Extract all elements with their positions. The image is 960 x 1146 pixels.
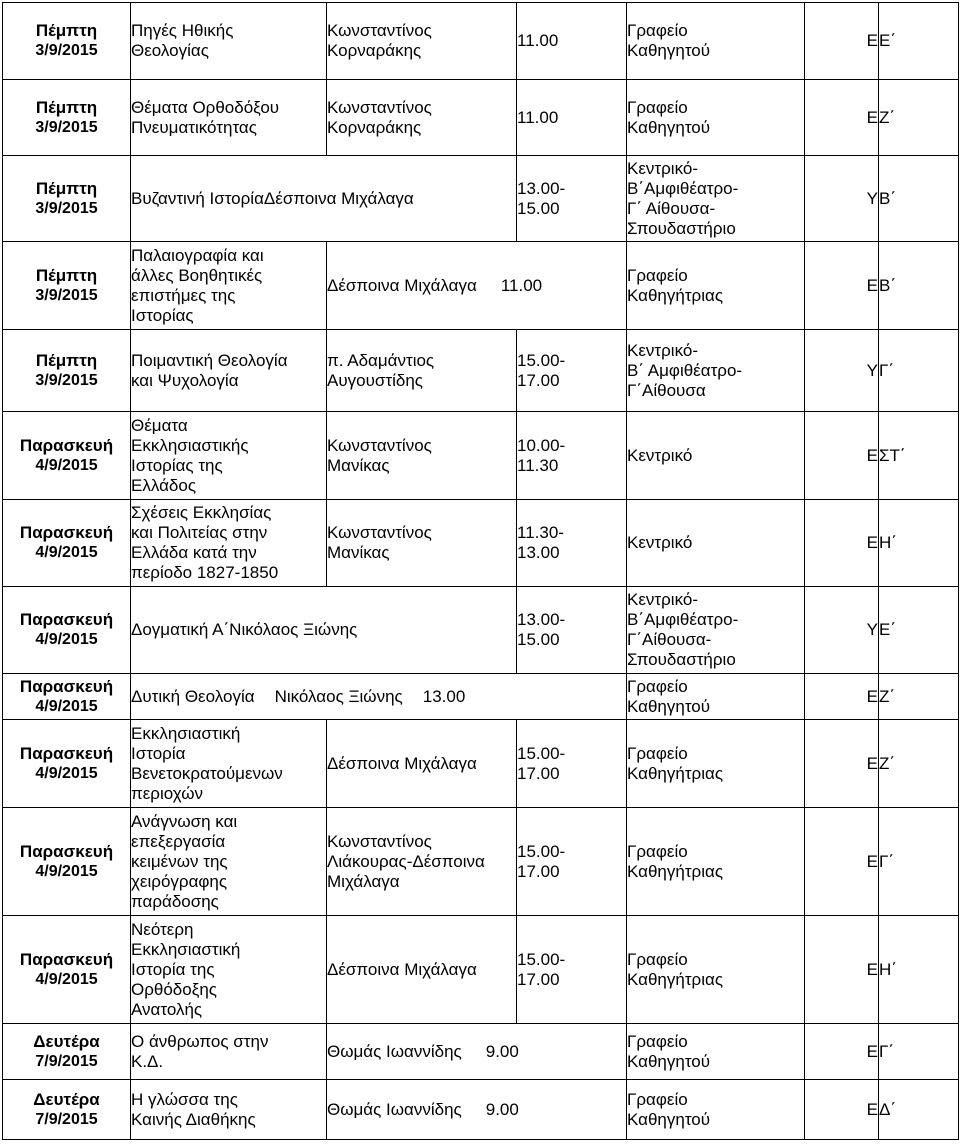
course-cell: Ο άνθρωπος στην Κ.Δ. xyxy=(131,1024,327,1080)
day-cell: Πέμπτη 3/9/2015 xyxy=(3,156,131,242)
course-cell: Σχέσεις Εκκλησίας και Πολιτείας στην Ελλάδα κατά την περίοδο 1827-1850 xyxy=(131,500,327,587)
time-cell: 10.00- 11.30 xyxy=(517,412,627,500)
professor-time-cell: Θωμάς Ιωαννίδης 9.00 xyxy=(327,1024,627,1080)
room-cell: Κεντρικό xyxy=(627,412,805,500)
table-row xyxy=(3,674,959,720)
day-cell: Παρασκευή 4/9/2015 xyxy=(3,412,131,500)
table-row xyxy=(3,808,959,916)
table-row xyxy=(3,1024,959,1080)
semester-cell: Β΄ xyxy=(879,242,959,330)
semester-cell: Ε΄ xyxy=(879,3,959,80)
time-cell: 13.00- 15.00 xyxy=(517,156,627,242)
professor-cell: Δέσποινα Μιχάλαγα xyxy=(327,916,517,1024)
course-cell: Η γλώσσα της Καινής Διαθήκης xyxy=(131,1080,327,1140)
semester-cell: Γ΄ xyxy=(879,808,959,916)
semester-cell: Γ΄ xyxy=(879,1024,959,1080)
day-cell: Δευτέρα 7/9/2015 xyxy=(3,1080,131,1140)
course-type-cell: Υ xyxy=(805,156,879,242)
time-cell: 13.00- 15.00 xyxy=(517,587,627,674)
room-cell: Γραφείο Καθηγητού xyxy=(627,3,805,80)
course-type-cell: Ε xyxy=(805,1080,879,1140)
course-type-cell: Ε xyxy=(805,500,879,587)
semester-cell: Η΄ xyxy=(879,500,959,587)
semester-cell: Δ΄ xyxy=(879,1080,959,1140)
semester-cell: Ε΄ xyxy=(879,587,959,674)
course-cell: Νεότερη Εκκλησιαστική Ιστορία της Ορθόδοξης Ανατολής xyxy=(131,916,327,1024)
time-cell: 15.00- 17.00 xyxy=(517,330,627,412)
room-cell: Κεντρικό- Β΄Αμφιθέατρο- Γ΄ Αίθουσα- Σπουδαστήριο xyxy=(627,156,805,242)
course-professor-cell: Δογματική Α΄Νικόλαος Ξιώνης xyxy=(131,587,517,674)
semester-cell: Η΄ xyxy=(879,916,959,1024)
professor-time-cell: Δέσποινα Μιχάλαγα 11.00 xyxy=(327,242,627,330)
table-row xyxy=(3,500,959,587)
table-row xyxy=(3,916,959,1024)
table-row xyxy=(3,156,959,242)
professor-cell: Κωνσταντίνος Κορναράκης xyxy=(327,80,517,156)
course-type-cell: Ε xyxy=(805,80,879,156)
semester-cell: Ζ΄ xyxy=(879,674,959,720)
semester-cell: Γ΄ xyxy=(879,330,959,412)
time-cell: 11.00 xyxy=(517,3,627,80)
course-type-cell: Ε xyxy=(805,1024,879,1080)
room-cell: Γραφείο Καθηγήτριας xyxy=(627,808,805,916)
professor-cell: Κωνσταντίνος Κορναράκης xyxy=(327,3,517,80)
day-cell: Παρασκευή 4/9/2015 xyxy=(3,587,131,674)
table-row xyxy=(3,330,959,412)
time-cell: 15.00- 17.00 xyxy=(517,916,627,1024)
room-cell: Γραφείο Καθηγητού xyxy=(627,1080,805,1140)
table-row xyxy=(3,720,959,808)
time-cell: 15.00- 17.00 xyxy=(517,720,627,808)
professor-cell: Κωνσταντίνος Μανίκας xyxy=(327,500,517,587)
room-cell: Κεντρικό- Β΄Αμφιθέατρο- Γ΄Αίθουσα- Σπουδαστήριο xyxy=(627,587,805,674)
room-cell: Γραφείο Καθηγήτριας xyxy=(627,242,805,330)
day-cell: Πέμπτη 3/9/2015 xyxy=(3,80,131,156)
room-cell: Κεντρικό xyxy=(627,500,805,587)
room-cell: Γραφείο Καθηγητού xyxy=(627,1024,805,1080)
day-cell: Παρασκευή 4/9/2015 xyxy=(3,720,131,808)
exam-schedule-table xyxy=(2,2,959,1140)
day-cell: Δευτέρα 7/9/2015 xyxy=(3,1024,131,1080)
semester-cell: Ζ΄ xyxy=(879,80,959,156)
professor-cell: π. Αδαμάντιος Αυγουστίδης xyxy=(327,330,517,412)
day-cell: Παρασκευή 4/9/2015 xyxy=(3,916,131,1024)
table-row xyxy=(3,3,959,80)
table-row xyxy=(3,412,959,500)
room-cell: Κεντρικό- Β΄ Αμφιθέατρο- Γ΄Αίθουσα xyxy=(627,330,805,412)
day-cell: Παρασκευή 4/9/2015 xyxy=(3,500,131,587)
course-cell: Ποιμαντική Θεολογία και Ψυχολογία xyxy=(131,330,327,412)
course-type-cell: Ε xyxy=(805,808,879,916)
course-type-cell: Ε xyxy=(805,720,879,808)
course-professor-cell: Βυζαντινή ΙστορίαΔέσποινα Μιχάλαγα xyxy=(131,156,517,242)
course-type-cell: Ε xyxy=(805,3,879,80)
course-professor-time-cell: Δυτική Θεολογία Νικόλαος Ξιώνης 13.00 xyxy=(131,674,627,720)
professor-cell: Κωνσταντίνος Μανίκας xyxy=(327,412,517,500)
table-row xyxy=(3,80,959,156)
course-type-cell: Υ xyxy=(805,587,879,674)
time-cell: 15.00- 17.00 xyxy=(517,808,627,916)
course-cell: Ανάγνωση και επεξεργασία κειμένων της χειρόγραφης παράδοσης xyxy=(131,808,327,916)
professor-time-cell: Θωμάς Ιωαννίδης 9.00 xyxy=(327,1080,627,1140)
course-type-cell: Ε xyxy=(805,412,879,500)
semester-cell: ΣΤ΄ xyxy=(879,412,959,500)
course-type-cell: Ε xyxy=(805,242,879,330)
course-type-cell: Ε xyxy=(805,916,879,1024)
room-cell: Γραφείο Καθηγήτριας xyxy=(627,720,805,808)
course-cell: Εκκλησιαστική Ιστορία Βενετοκρατούμενων περιοχών xyxy=(131,720,327,808)
course-type-cell: Υ xyxy=(805,330,879,412)
professor-cell: Κωνσταντίνος Λιάκουρας-Δέσποινα Μιχάλαγα xyxy=(327,808,517,916)
course-cell: Παλαιογραφία και άλλες Βοηθητικές επιστήμες της Ιστορίας xyxy=(131,242,327,330)
professor-cell: Δέσποινα Μιχάλαγα xyxy=(327,720,517,808)
room-cell: Γραφείο Καθηγητού xyxy=(627,674,805,720)
course-cell: Θέματα Ορθοδόξου Πνευματικότητας xyxy=(131,80,327,156)
table-row xyxy=(3,242,959,330)
room-cell: Γραφείο Καθηγητού xyxy=(627,80,805,156)
day-cell: Πέμπτη 3/9/2015 xyxy=(3,3,131,80)
table-row xyxy=(3,1080,959,1140)
course-type-cell: Ε xyxy=(805,674,879,720)
time-cell: 11.30- 13.00 xyxy=(517,500,627,587)
day-cell: Παρασκευή 4/9/2015 xyxy=(3,808,131,916)
course-cell: Θέματα Εκκλησιαστικής Ιστορίας της Ελλάδος xyxy=(131,412,327,500)
day-cell: Πέμπτη 3/9/2015 xyxy=(3,242,131,330)
course-cell: Πηγές Ηθικής Θεολογίας xyxy=(131,3,327,80)
table-row xyxy=(3,587,959,674)
time-cell: 11.00 xyxy=(517,80,627,156)
day-cell: Παρασκευή 4/9/2015 xyxy=(3,674,131,720)
day-cell: Πέμπτη 3/9/2015 xyxy=(3,330,131,412)
semester-cell: Ζ΄ xyxy=(879,720,959,808)
room-cell: Γραφείο Καθηγήτριας xyxy=(627,916,805,1024)
semester-cell: Β΄ xyxy=(879,156,959,242)
